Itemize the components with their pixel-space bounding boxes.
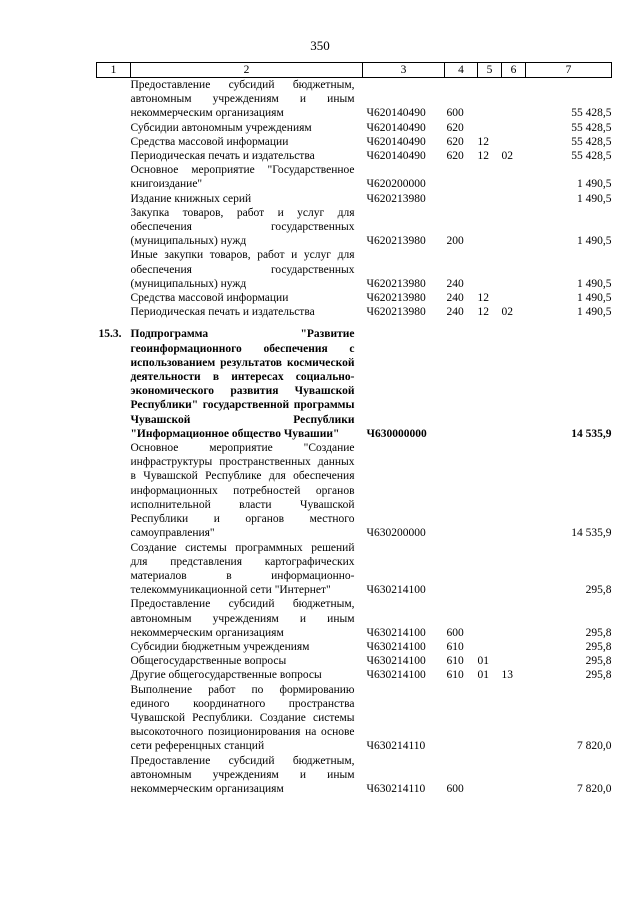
expense-type-code: 610 bbox=[446, 669, 464, 682]
section-code bbox=[478, 206, 502, 249]
item-name: Общегосударственные вопросы bbox=[130, 655, 287, 668]
subsection-code bbox=[502, 541, 526, 598]
header-cell: 2 bbox=[131, 63, 363, 78]
row-number bbox=[97, 668, 131, 682]
section-code bbox=[478, 683, 502, 754]
item-name: Основное мероприятие "Создание инфраструктуры пространственных данных в Чувашской Республике для обеспечения информационных потребностей органов исполнительной власти Чувашской Республики и органов местного самоуправления" bbox=[130, 442, 355, 540]
row-number bbox=[97, 206, 131, 249]
row-number bbox=[97, 291, 131, 305]
item-name: Иные закупки товаров, работ и услуг для обеспечения государственных (муниципальных) нужд bbox=[130, 249, 355, 290]
header-cell: 5 bbox=[478, 63, 502, 78]
expense-type-code: 610 bbox=[446, 655, 464, 668]
amount: 55 428,5 bbox=[571, 150, 612, 163]
table-row bbox=[97, 121, 612, 135]
table-row bbox=[97, 135, 612, 149]
subsection-code: 13 bbox=[501, 669, 513, 682]
item-name: Предоставление субсидий бюджетным, автономным учреждениям и иным некоммерческим организациям bbox=[130, 598, 355, 639]
expense-type-code bbox=[445, 541, 478, 598]
subsection-code: 02 bbox=[501, 150, 513, 163]
row-number bbox=[97, 654, 131, 668]
section-code bbox=[478, 441, 502, 540]
expense-type-code bbox=[445, 683, 478, 754]
header-cell: 6 bbox=[502, 63, 526, 78]
table-row bbox=[97, 541, 612, 598]
table-row bbox=[97, 668, 612, 682]
expense-type-code bbox=[445, 327, 478, 441]
table-row bbox=[97, 754, 612, 797]
item-name: Выполнение работ по формированию единого координатного пространства Чувашской Республики. Создание системы высокоточного позиционирования на основе сети референцных станций bbox=[130, 683, 355, 753]
section-code bbox=[478, 541, 502, 598]
subsection-code bbox=[502, 121, 526, 135]
table-row bbox=[97, 163, 612, 191]
item-name: Периодическая печать и издательства bbox=[130, 306, 315, 319]
target-code: Ч630214100 bbox=[366, 584, 426, 597]
row-number bbox=[97, 135, 131, 149]
table-row bbox=[97, 248, 612, 291]
row-number bbox=[97, 149, 131, 163]
section-code: 12 bbox=[477, 135, 489, 148]
section-code bbox=[478, 78, 502, 121]
item-name: Основное мероприятие "Государственное книгоиздание" bbox=[130, 164, 355, 191]
expense-type-code: 600 bbox=[446, 626, 464, 639]
amount: 55 428,5 bbox=[571, 135, 612, 148]
row-number bbox=[97, 441, 131, 540]
amount: 1 490,5 bbox=[577, 235, 612, 248]
target-code: Ч620140490 bbox=[366, 150, 426, 163]
section-code bbox=[478, 248, 502, 291]
section-code bbox=[478, 597, 502, 640]
subsection-code: 02 bbox=[501, 306, 513, 319]
target-code: Ч620213980 bbox=[366, 235, 426, 248]
section-code: 01 bbox=[477, 669, 489, 682]
subsection-code bbox=[502, 291, 526, 305]
target-code: Ч620213980 bbox=[366, 277, 426, 290]
section-code bbox=[478, 163, 502, 191]
subsection-code bbox=[502, 327, 526, 441]
target-code: Ч620140490 bbox=[366, 135, 426, 148]
header-cell: 1 bbox=[97, 63, 131, 78]
subsection-code bbox=[502, 192, 526, 206]
amount: 14 535,9 bbox=[571, 427, 612, 440]
amount: 295,8 bbox=[585, 626, 612, 639]
amount: 7 820,0 bbox=[577, 782, 612, 795]
section-code: 01 bbox=[477, 655, 489, 668]
section-code bbox=[478, 754, 502, 797]
header-cell: 4 bbox=[445, 63, 478, 78]
target-code: Ч630214100 bbox=[366, 669, 426, 682]
subsection-code bbox=[502, 597, 526, 640]
row-number bbox=[97, 640, 131, 654]
amount: 14 535,9 bbox=[571, 527, 612, 540]
amount: 295,8 bbox=[585, 584, 612, 597]
subsection-code bbox=[502, 640, 526, 654]
target-code: Ч630214110 bbox=[366, 740, 426, 753]
amount: 1 490,5 bbox=[577, 292, 612, 305]
table-row bbox=[97, 441, 612, 540]
section-code: 12 bbox=[477, 306, 489, 319]
item-name: Субсидии автономным учреждениям bbox=[130, 121, 312, 134]
table-row bbox=[97, 78, 612, 121]
amount: 1 490,5 bbox=[577, 192, 612, 205]
amount: 295,8 bbox=[585, 669, 612, 682]
item-name: Периодическая печать и издательства bbox=[130, 150, 315, 163]
expense-type-code bbox=[445, 163, 478, 191]
table-row bbox=[97, 640, 612, 654]
subsection-code bbox=[502, 163, 526, 191]
row-number bbox=[97, 305, 131, 319]
item-name: Закупка товаров, работ и услуг для обеспечения государственных (муниципальных) нужд bbox=[130, 206, 355, 248]
subsection-code bbox=[502, 654, 526, 668]
table-row bbox=[97, 206, 612, 249]
item-name: Подпрограмма "Развитие геоинформационного обеспечения с использованием результатов космической деятельности в интересах социально-экономического развития Чувашской Республики" государственной программы Чувашской Республики "Информационное общество Чувашии" bbox=[130, 328, 355, 440]
row-number bbox=[97, 248, 131, 291]
amount: 1 490,5 bbox=[577, 277, 612, 290]
subsection-code bbox=[502, 135, 526, 149]
subsection-code bbox=[502, 206, 526, 249]
item-name: Другие общегосударственные вопросы bbox=[130, 669, 322, 682]
row-number: 15.3. bbox=[98, 328, 122, 341]
row-number bbox=[97, 121, 131, 135]
row-number bbox=[97, 597, 131, 640]
expense-type-code: 620 bbox=[446, 121, 464, 134]
target-code: Ч630214100 bbox=[366, 640, 426, 653]
row-number bbox=[97, 163, 131, 191]
section-code bbox=[478, 192, 502, 206]
section-code bbox=[478, 640, 502, 654]
subsection-code bbox=[502, 754, 526, 797]
amount: 55 428,5 bbox=[571, 107, 612, 120]
item-name: Средства массовой информации bbox=[130, 292, 289, 305]
expense-type-code bbox=[445, 192, 478, 206]
table-row bbox=[97, 597, 612, 640]
section-code bbox=[478, 121, 502, 135]
target-code: Ч620200000 bbox=[366, 178, 426, 191]
item-name: Создание системы программных решений для представления картографических материалов в информационно-телекоммуникационной сети "Интернет" bbox=[130, 541, 355, 597]
subsection-code bbox=[502, 248, 526, 291]
table-row bbox=[97, 327, 612, 441]
item-name: Средства массовой информации bbox=[130, 135, 289, 148]
expense-type-code: 620 bbox=[446, 150, 464, 163]
item-name: Предоставление субсидий бюджетным, автономным учреждениям и иным некоммерческим организациям bbox=[130, 754, 355, 795]
target-code: Ч630214110 bbox=[366, 782, 426, 795]
table-row bbox=[97, 305, 612, 319]
expense-type-code bbox=[445, 441, 478, 540]
target-code: Ч620213980 bbox=[366, 192, 426, 205]
section-code bbox=[478, 327, 502, 441]
item-name: Предоставление субсидий бюджетным, автономным учреждениям и иным некоммерческим организациям bbox=[130, 79, 355, 120]
expense-type-code: 600 bbox=[446, 782, 464, 795]
section-code: 12 bbox=[477, 292, 489, 305]
header-row bbox=[97, 63, 612, 78]
section-code: 12 bbox=[477, 150, 489, 163]
item-name: Издание книжных серий bbox=[130, 192, 252, 205]
amount: 1 490,5 bbox=[577, 178, 612, 191]
row-number bbox=[97, 192, 131, 206]
table-row bbox=[97, 654, 612, 668]
row-number bbox=[97, 78, 131, 121]
budget-table bbox=[96, 62, 612, 796]
table-row bbox=[97, 683, 612, 754]
amount: 7 820,0 bbox=[577, 740, 612, 753]
page-number: 350 bbox=[310, 38, 330, 53]
expense-type-code: 620 bbox=[446, 135, 464, 148]
row-number bbox=[97, 683, 131, 754]
target-code: Ч630214100 bbox=[366, 655, 426, 668]
header-cell: 3 bbox=[363, 63, 445, 78]
table-row bbox=[97, 291, 612, 305]
expense-type-code: 240 bbox=[446, 277, 464, 290]
target-code: Ч630000000 bbox=[366, 427, 427, 440]
amount: 295,8 bbox=[585, 655, 612, 668]
header-cell: 7 bbox=[526, 63, 612, 78]
target-code: Ч630200000 bbox=[366, 527, 426, 540]
expense-type-code: 610 bbox=[446, 640, 464, 653]
target-code: Ч620213980 bbox=[366, 306, 426, 319]
target-code: Ч620140490 bbox=[366, 107, 426, 120]
expense-type-code: 240 bbox=[446, 306, 464, 319]
expense-type-code: 200 bbox=[446, 235, 464, 248]
subsection-code bbox=[502, 683, 526, 754]
target-code: Ч620140490 bbox=[366, 121, 426, 134]
amount: 1 490,5 bbox=[577, 306, 612, 319]
target-code: Ч620213980 bbox=[366, 292, 426, 305]
row-number bbox=[97, 541, 131, 598]
expense-type-code: 240 bbox=[446, 292, 464, 305]
expense-type-code: 600 bbox=[446, 107, 464, 120]
subsection-code bbox=[502, 441, 526, 540]
amount: 55 428,5 bbox=[571, 121, 612, 134]
table-row bbox=[97, 149, 612, 163]
row-number bbox=[97, 754, 131, 797]
amount: 295,8 bbox=[585, 640, 612, 653]
target-code: Ч630214100 bbox=[366, 626, 426, 639]
row-spacer bbox=[97, 319, 612, 327]
item-name: Субсидии бюджетным учреждениям bbox=[130, 640, 310, 653]
subsection-code bbox=[502, 78, 526, 121]
table-row bbox=[97, 192, 612, 206]
